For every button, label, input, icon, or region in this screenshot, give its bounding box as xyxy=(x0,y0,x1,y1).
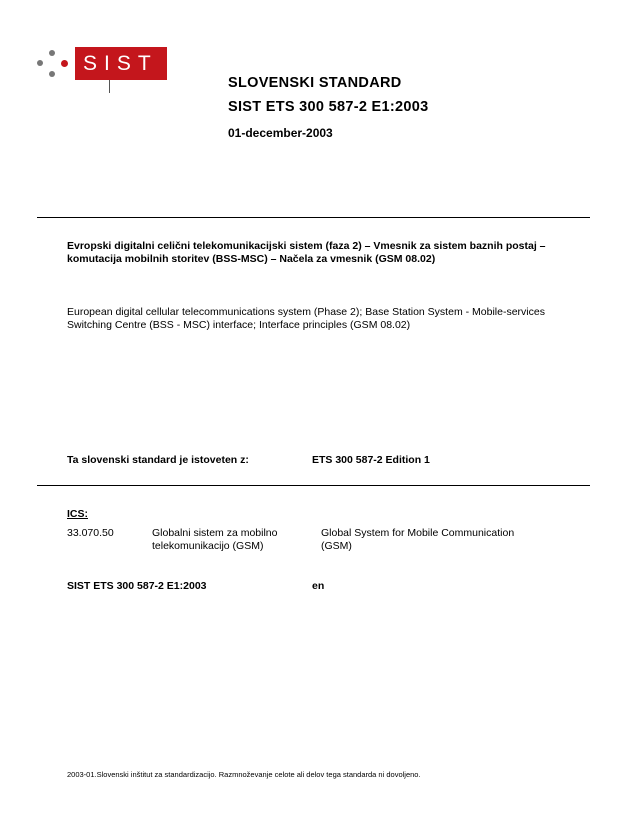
standard-type: SLOVENSKI STANDARD xyxy=(228,75,402,91)
title-english: European digital cellular telecommunications system (Phase 2); Base Station System - Mobile-services Switching Centre (BSS - MSC) interface; Interface principles (GSM 08.02) xyxy=(67,306,545,331)
logo-dot xyxy=(49,71,55,77)
ics-description-si: Globalni sistem za mobilno telekomunikacijo (GSM) xyxy=(152,527,278,552)
identity-value: ETS 300 587-2 Edition 1 xyxy=(312,454,430,466)
ics-description-en: Global System for Mobile Communication (GSM) xyxy=(321,527,515,552)
sist-logo xyxy=(37,45,167,93)
identity-label: Ta slovenski standard je istoveten z: xyxy=(67,454,249,466)
logo-stem xyxy=(109,80,110,93)
ics-code: 33.070.50 xyxy=(67,527,114,539)
title-slovenian: Evropski digitalni celični telekomunikacijski sistem (faza 2) – Vmesnik za sistem baznih postaj – komutacija mobilnih storitev (BSS-MSC) – Načela za vmesnik (GSM 08.02) xyxy=(67,240,546,265)
standard-code: SIST ETS 300 587-2 E1:2003 xyxy=(228,99,429,115)
logo-dot xyxy=(37,60,43,66)
ics-label: ICS: xyxy=(67,508,88,520)
middle-divider xyxy=(37,485,590,486)
standard-date: 01-december-2003 xyxy=(228,126,333,140)
document-language: en xyxy=(312,580,325,592)
logo-wordmark: SIST xyxy=(75,47,167,80)
document-code: SIST ETS 300 587-2 E1:2003 xyxy=(67,580,207,592)
logo-dot xyxy=(61,60,68,67)
logo-dot xyxy=(49,50,55,56)
top-divider xyxy=(37,217,590,218)
copyright-footer: 2003-01.Slovenski inštitut za standardizacijo. Razmnoževanje celote ali delov tega standarda ni dovoljeno. xyxy=(67,770,421,779)
